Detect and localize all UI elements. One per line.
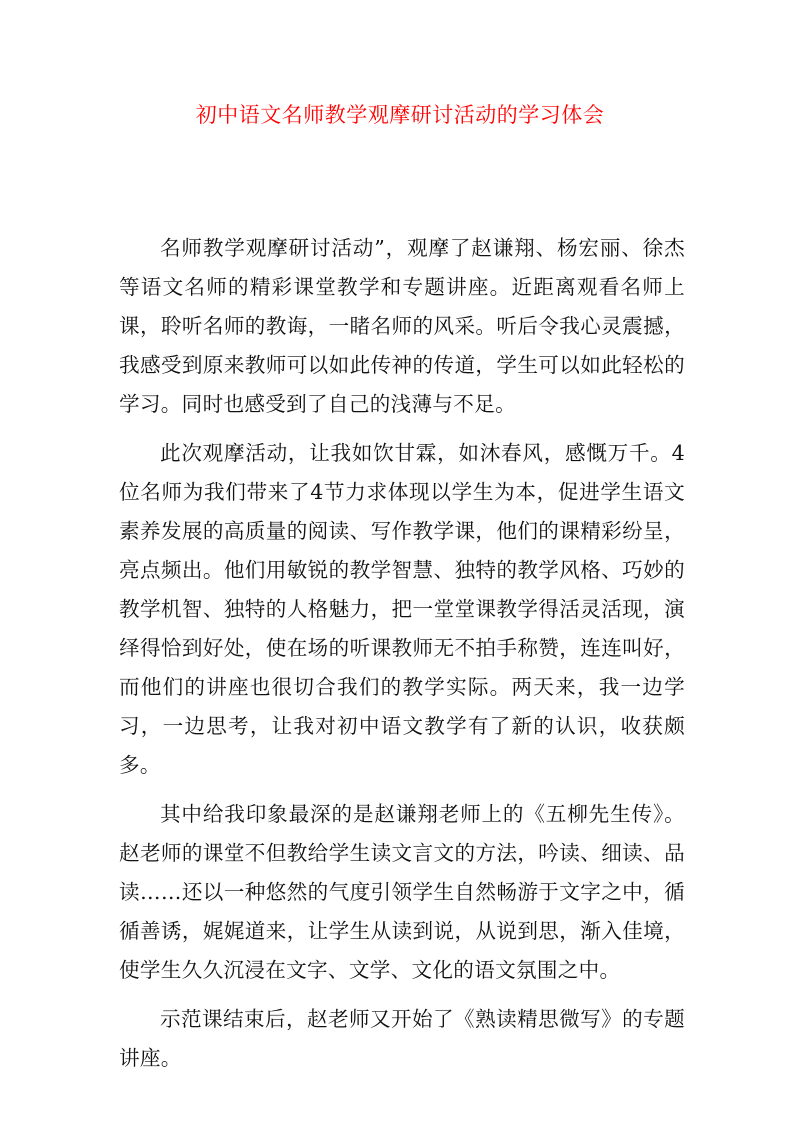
paragraph-4: 示范课结束后，赵老师又开始了《熟读精思微写》的专题讲座。	[119, 1007, 685, 1070]
paragraph-2: 此次观摩活动，让我如饮甘霖，如沐春风，感慨万千。4位名师为我们带来了4节力求体现以学生为本，促进学生语文素养发展的高质量的阅读、写作教学课，他们的课精彩纷呈，亮点频出。他们用敏锐的教学智慧、独特的教学风格、巧妙的教学机智、独特的人格魅力，把一堂堂课教学得活灵活现，演绎得恰到好处，使在场的听课教师无不拍手称赞，连连叫好，而他们的讲座也很切合我们的教学实际。两天来，我一边学习，一边思考，让我对初中语文教学有了新的认识，收获颇多。	[119, 441, 685, 777]
document-title: 初中语文名师教学观摩研讨活动的学习体会	[195, 103, 605, 127]
paragraph-1: 名师教学观摩研讨活动”，观摩了赵谦翔、杨宏丽、徐杰等语文名师的精彩课堂教学和专题讲座。近距离观看名师上课，聆听名师的教诲，一睹名师的风采。听后令我心灵震撼，我感受到原来教师可以如此传神的传道，学生可以如此轻松的学习。同时也感受到了自己的浅薄与不足。	[119, 236, 685, 416]
document-body	[119, 229, 685, 1088]
paragraph-3: 其中给我印象最深的是赵谦翔老师上的《五柳先生传》。赵老师的课堂不但教给学生读文言文的方法，吟读、细读、品读……还以一种悠然的气度引领学生自然畅游于文字之中，循循善诱，娓娓道来，让学生从读到说，从说到思，渐入佳境，使学生久久沉浸在文字、文学、文化的语文氛围之中。	[119, 802, 685, 982]
